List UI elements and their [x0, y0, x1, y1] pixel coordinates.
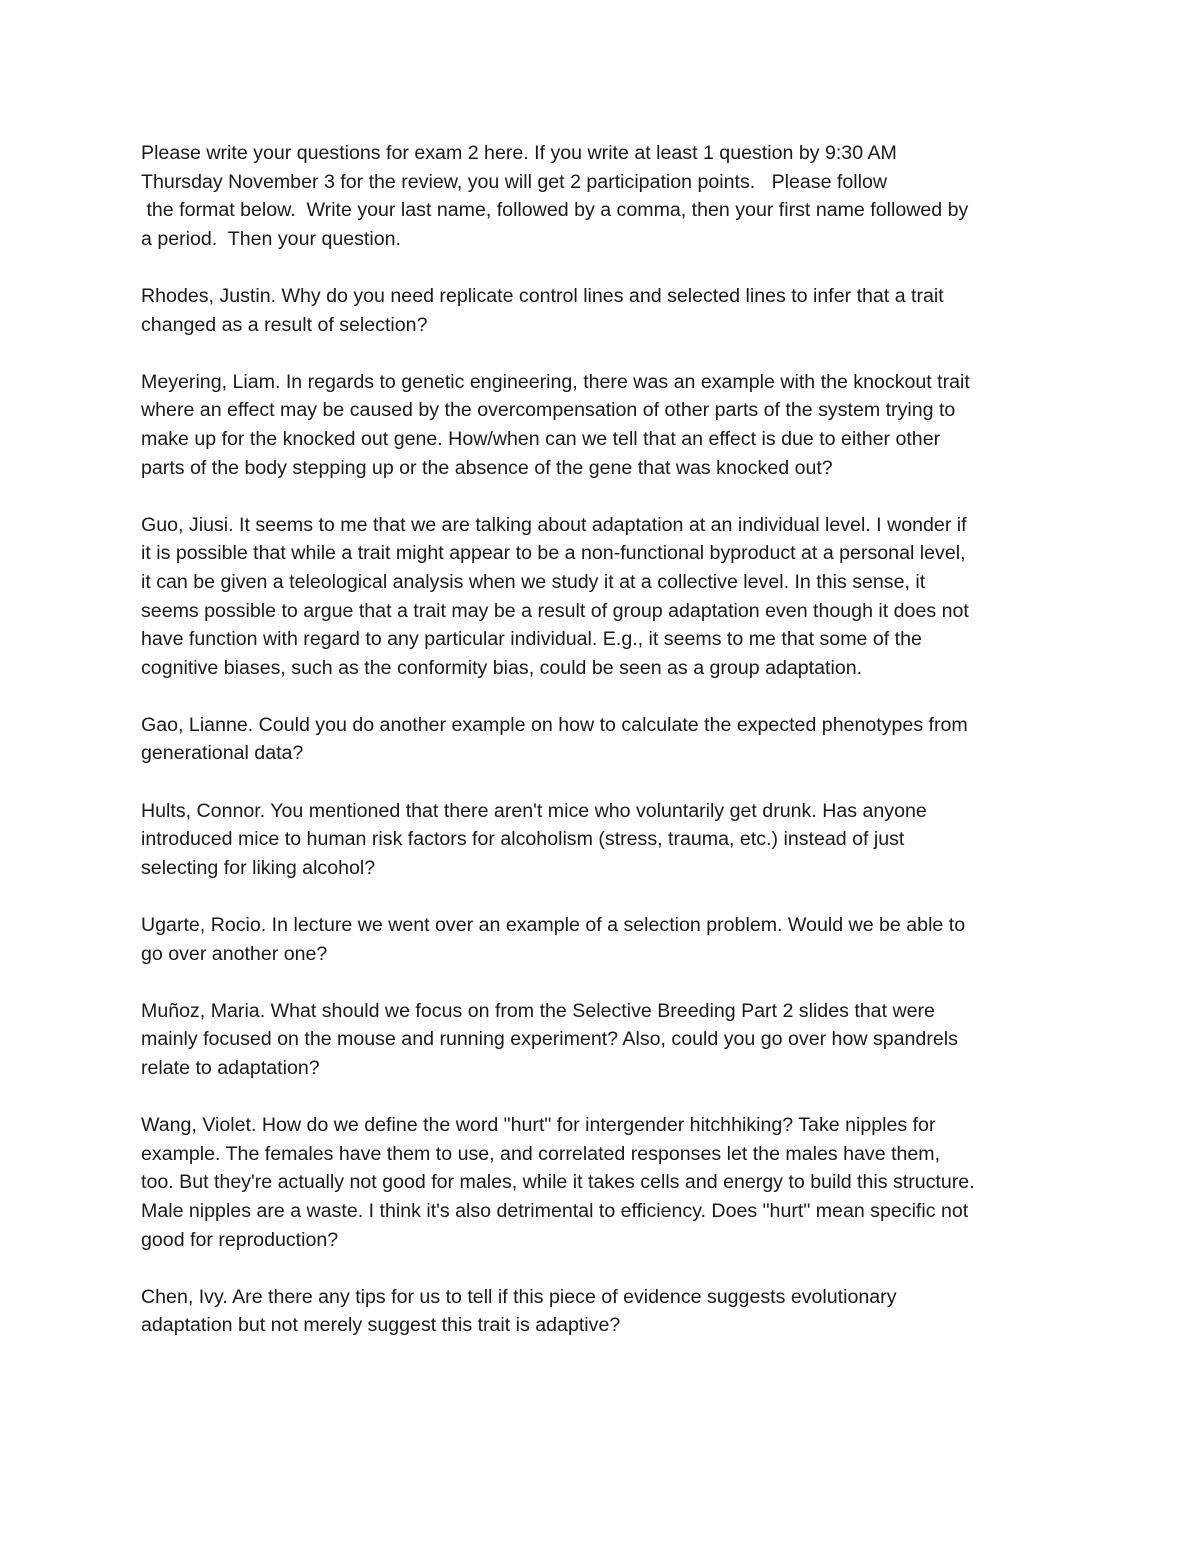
question-line: seems possible to argue that a trait may be a result of group adaptation even though it does not [141, 599, 969, 622]
question-line: cognitive biases, such as the conformity bias, could be seen as a group adaptation. [141, 656, 863, 679]
question-line: Male nipples are a waste. I think it's also detrimental to efficiency. Does "hurt" mean specific not [141, 1199, 969, 1222]
question-line: mainly focused on the mouse and running experiment? Also, could you go over how spandrels [141, 1028, 958, 1051]
question-guo [141, 511, 1071, 683]
intro-line: a period. Then your question. [141, 227, 401, 250]
intro-paragraph [141, 139, 1071, 253]
question-line: Meyering, Liam. In regards to genetic engineering, there was an example with the knockout trait [141, 370, 970, 393]
question-line: Chen, Ivy. Are there any tips for us to tell if this piece of evidence suggests evolutionary [141, 1285, 897, 1308]
question-line: Muñoz, Maria. What should we focus on from the Selective Breeding Part 2 slides that were [141, 999, 935, 1022]
question-ugarte [141, 911, 1071, 968]
question-line: selecting for liking alcohol? [141, 856, 376, 879]
intro-line: Thursday November 3 for the review, you will get 2 participation points. Please follow [141, 170, 888, 193]
question-line: it can be given a teleological analysis when we study it at a collective level. In this sense, it [141, 570, 926, 593]
question-line: Ugarte, Rocio. In lecture we went over an example of a selection problem. Would we be able to [141, 914, 966, 937]
intro-line: Please write your questions for exam 2 here. If you write at least 1 question by 9:30 AM [141, 142, 897, 164]
question-line: Rhodes, Justin. Why do you need replicate control lines and selected lines to infer that a trait [141, 284, 944, 307]
question-line: too. But they're actually not good for males, while it takes cells and energy to build this structure. [141, 1171, 975, 1194]
question-wang [141, 1111, 1071, 1254]
question-line: introduced mice to human risk factors for alcoholism (stress, trauma, etc.) instead of just [141, 828, 905, 851]
question-line: make up for the knocked out gene. How/when can we tell that an effect is due to either other [141, 427, 941, 450]
question-rhodes [141, 282, 1071, 339]
question-line: Gao, Lianne. Could you do another example on how to calculate the expected phenotypes from [141, 713, 968, 736]
document-body [141, 139, 1071, 1369]
question-line: changed as a result of selection? [141, 313, 428, 336]
question-line: good for reproduction? [141, 1228, 339, 1251]
question-line: it is possible that while a trait might appear to be a non-functional byproduct at a personal level, [141, 542, 966, 565]
question-line: Hults, Connor. You mentioned that there aren't mice who voluntarily get drunk. Has anyone [141, 799, 927, 822]
question-hults [141, 797, 1071, 883]
question-line: Guo, Jiusi. It seems to me that we are talking about adaptation at an individual level. I wonder if [141, 513, 967, 536]
question-line: Wang, Violet. How do we define the word "hurt" for intergender hitchhiking? Take nipples for [141, 1114, 936, 1137]
intro-line: the format below. Write your last name, followed by a comma, then your first name followed by [141, 199, 969, 222]
question-chen [141, 1283, 1071, 1340]
question-line: have function with regard to any particular individual. E.g., it seems to me that some of the [141, 628, 922, 651]
question-munoz [141, 997, 1071, 1083]
question-meyering [141, 368, 1071, 482]
question-gao [141, 711, 1071, 768]
question-line: parts of the body stepping up or the absence of the gene that was knocked out? [141, 456, 833, 479]
question-line: generational data? [141, 742, 304, 765]
question-line: go over another one? [141, 942, 328, 965]
question-line: example. The females have them to use, and correlated responses let the males have them, [141, 1142, 941, 1165]
question-line: adaptation but not merely suggest this trait is adaptive? [141, 1314, 621, 1337]
question-line: where an effect may be caused by the overcompensation of other parts of the system trying to [141, 399, 956, 422]
question-line: relate to adaptation? [141, 1057, 320, 1079]
